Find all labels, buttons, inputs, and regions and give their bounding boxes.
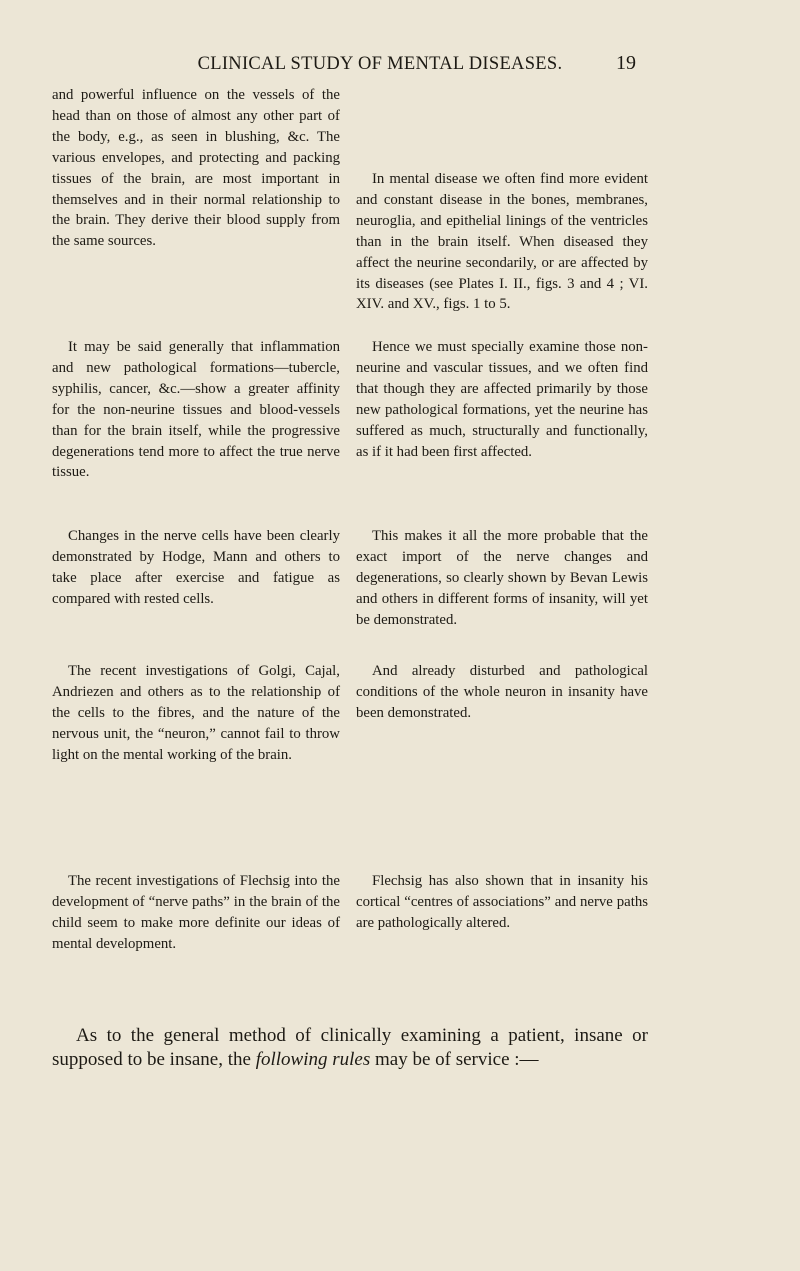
right-paragraph-3: This makes it all the more probable that the exact import of the nerve changes and degenerations, so clearly shown by Bevan Lewis and others in different forms of insanity, will yet be demonstrated. xyxy=(356,528,648,628)
left-paragraph-3: Changes in the nerve cells have been clearly demonstrated by Hodge, Mann and others to take place after exercise and fatigue as compared with rested cells. xyxy=(52,528,340,607)
page-number: 19 xyxy=(616,52,636,74)
closing-emphasis: following rules xyxy=(255,1048,371,1070)
left-paragraph-1: and powerful influence on the vessels of the head than on those of almost any other part of the body, e.g., as seen in blushing, &c. The various envelopes, and protecting and packing tissues of the brain, are most important in themselves and in their normal relationship to the brain. They derive their blood supply from the same sources. xyxy=(52,87,340,250)
right-paragraph-2: Hence we must specially examine those non-neurine and vascular tissues, and we often find that though they are affected primarily by those new pathological formations, yet the neurine has suffered as much, structurally and functionally, as if it had been first affected. xyxy=(356,339,648,460)
right-paragraph-1: In mental disease we often find more evident and constant disease in the bones, membranes, neuroglia, and epithelial linings of the ventricles than in the brain itself. When diseased they affect the neurine secondarily, or are affected by its diseases (see Plates I. II., figs. 3 and 4 ; VI. XIV. and XV., figs. 1 to 5. xyxy=(356,171,648,313)
left-paragraph-4: The recent investigations of Golgi, Cajal, Andriezen and others as to the relationship of the cells to the fibres, and the nature of the nervous unit, the “neuron,” cannot fail to throw light on the mental working of the brain. xyxy=(52,663,340,763)
closing-paragraph xyxy=(52,1024,648,1071)
left-paragraph-5: The recent investigations of Flechsig into the development of “nerve paths” in the brain of the child seem to make more definite our ideas of mental development. xyxy=(52,873,340,952)
left-paragraph-2: It may be said generally that inflammation and new pathological formations—tubercle, syphilis, cancer, &c.—show a greater affinity for the non-neurine tissues and blood-vessels than for the brain itself, while the progressive degenerations tend more to affect the true nerve tissue. xyxy=(52,339,340,481)
right-paragraph-4: And already disturbed and pathological conditions of the whole neuron in insanity have been demonstrated. xyxy=(356,663,648,721)
running-head: CLINICAL STUDY OF MENTAL DISEASES. xyxy=(197,54,563,74)
right-paragraph-5: Flechsig has also shown that in insanity his cortical “centres of associations” and nerve paths are pathologically altered. xyxy=(356,873,648,931)
closing-text-end: may be of service :— xyxy=(370,1048,539,1070)
closing-text-start: As to the general method of clinically examining a patient, insane or supposed to be insane, the xyxy=(52,1025,648,1070)
